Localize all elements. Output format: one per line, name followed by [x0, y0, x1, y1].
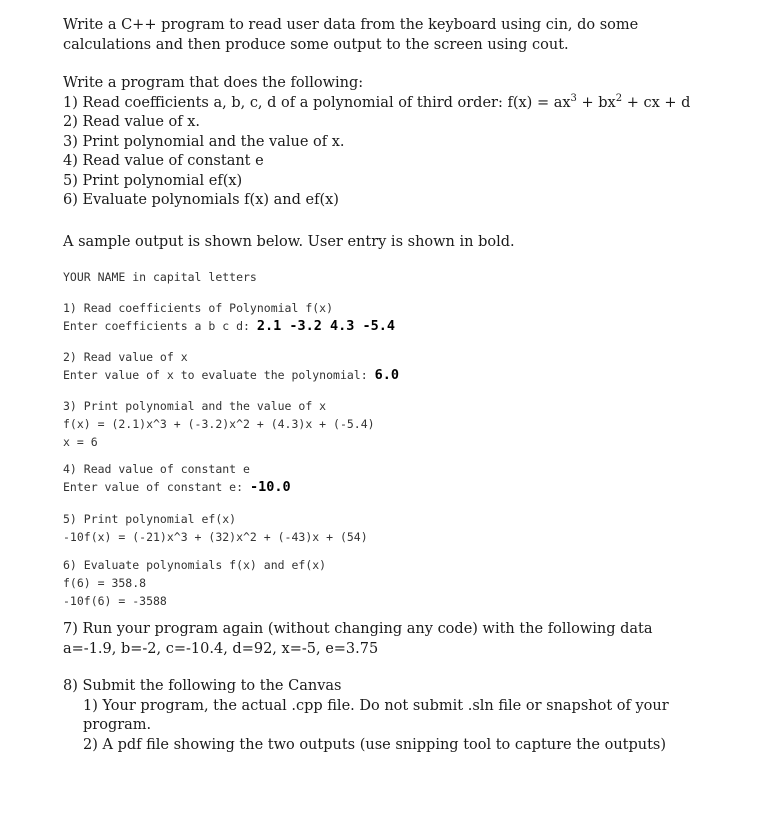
task-step-4: 4) Read value of constant e	[63, 153, 264, 169]
step-8-item-1-line-2: program.	[83, 717, 152, 733]
sample-2-title: 2) Read value of x	[63, 350, 188, 364]
task-step-6: 6) Evaluate polynomials f(x) and ef(x)	[63, 192, 339, 208]
task-step-3: 3) Print polynomial and the value of x.	[63, 133, 345, 150]
step-8-item-1-line-1: 1) Your program, the actual .cpp file. Do not submit .sln file or snapshot of your	[83, 697, 669, 714]
sample-section-4	[63, 460, 709, 496]
sample-6-line-2: -10f(6) = -3588	[63, 594, 167, 608]
step-7-line-1: 7) Run your program again (without changing any code) with the following data	[63, 621, 653, 637]
sample-4-prompt-line	[63, 478, 709, 496]
task-list	[63, 74, 709, 211]
step-7-line-2: a=-1.9, b=-2, c=-10.4, d=92, x=-5, e=3.75	[63, 640, 379, 657]
sample-2-prompt-line	[63, 366, 709, 384]
step-7-paragraph	[63, 620, 709, 659]
sample-3-line-2: x = 6	[63, 435, 98, 449]
intro-line-2: calculations and then produce some output to the screen using cout.	[63, 36, 569, 53]
sample-section-2	[63, 348, 709, 384]
step1-suffix: + cx + d	[622, 94, 691, 111]
step1-exponent-3: 3	[570, 92, 577, 104]
sample-section-5	[63, 510, 709, 546]
task-heading: Write a program that does the following:	[63, 75, 364, 91]
intro-line-1: Write a C++ program to read user data from the keyboard using cin, do some	[63, 17, 639, 33]
sample-intro: A sample output is shown below. User entry is shown in bold.	[63, 234, 515, 250]
sample-6-line-1: f(6) = 358.8	[63, 576, 147, 590]
sample-1-title: 1) Read coefficients of Polynomial f(x)	[63, 301, 334, 315]
intro-paragraph	[63, 16, 709, 55]
sample-1-prompt: Enter coefficients a b c d:	[63, 319, 250, 333]
sample-3-line-1: f(x) = (2.1)x^3 + (-3.2)x^2 + (4.3)x + (-5.4)	[63, 417, 375, 431]
step1-prefix: 1) Read coefficients a, b, c, d of a polynomial of third order: f(x) = ax	[63, 94, 571, 111]
sample-section-3	[63, 397, 709, 451]
step-8-paragraph	[63, 677, 709, 755]
sample-1-prompt-line	[63, 317, 709, 335]
task-step-5: 5) Print polynomial ef(x)	[63, 172, 243, 189]
step1-exponent-2: 2	[615, 92, 623, 104]
sample-section-6	[63, 556, 709, 610]
sample-2-user-input: 6.0	[374, 367, 399, 383]
sample-4-user-input: -10.0	[249, 479, 291, 495]
sample-name-line: YOUR NAME in capital letters	[63, 270, 257, 284]
task-step-1	[63, 94, 709, 114]
step1-mid: + bx	[576, 94, 616, 111]
step-8-item-2: 2) A pdf file showing the two outputs (use snipping tool to capture the outputs)	[83, 736, 667, 753]
sample-1-user-input: 2.1 -3.2 4.3 -5.4	[256, 318, 396, 334]
sample-5-title: 5) Print polynomial ef(x)	[63, 512, 237, 526]
sample-5-line-1: -10f(x) = (-21)x^3 + (32)x^2 + (-43)x + (54)	[63, 530, 368, 544]
sample-2-prompt: Enter value of x to evaluate the polynomial:	[63, 368, 368, 382]
task-step-2: 2) Read value of x.	[63, 114, 201, 130]
step-8-line-1: 8) Submit the following to the Canvas	[63, 678, 342, 694]
sample-4-prompt: Enter value of constant e:	[63, 480, 244, 494]
sample-6-title: 6) Evaluate polynomials f(x) and ef(x)	[63, 558, 327, 572]
sample-4-title: 4) Read value of constant e	[63, 462, 250, 476]
sample-3-title: 3) Print polynomial and the value of x	[63, 399, 327, 413]
sample-section-1	[63, 299, 709, 335]
